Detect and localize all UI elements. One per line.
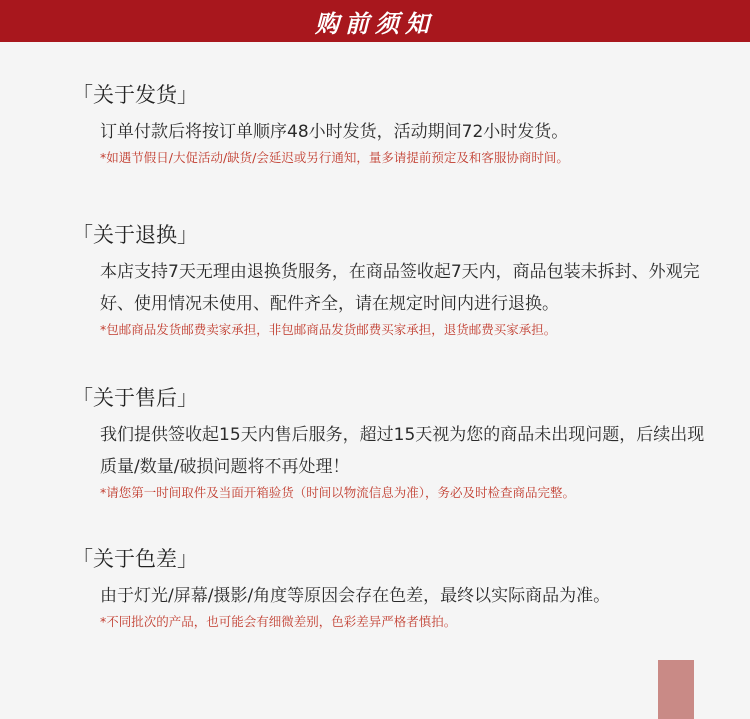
section-note: *包邮商品发货邮费卖家承担，非包邮商品发货邮费买家承担，退货邮费买家承担。: [100, 322, 557, 337]
header-banner: [0, 0, 750, 42]
section-shipping: [72, 82, 712, 168]
section-body: 订单付款后将按订单顺序48小时发货，活动期间72小时发货。: [100, 122, 569, 142]
section-note: *请您第一时间取件及当面开箱验货（时间以物流信息为准），务必及时检查商品完整。: [100, 485, 576, 500]
section-body: 我们提供签收起15天内售后服务，超过15天视为您的商品未出现问题，后续出现质量/数量/破损问题将不再处理！: [100, 425, 705, 477]
section-title: 「关于退换」: [72, 223, 198, 247]
section-title: 「关于发货」: [72, 83, 198, 107]
section-title: 「关于色差」: [72, 547, 198, 571]
section-returns: [72, 222, 712, 340]
decorative-block: [658, 660, 694, 719]
section-title: 「关于售后」: [72, 386, 198, 410]
section-note: *如遇节假日/大促活动/缺货/会延迟或另行通知，量多请提前预定及和客服协商时间。: [100, 150, 569, 165]
page-title: 购前须知: [315, 8, 435, 38]
section-body: 由于灯光/屏幕/摄影/角度等原因会存在色差，最终以实际商品为准。: [100, 586, 611, 606]
section-body: 本店支持7天无理由退换货服务，在商品签收起7天内，商品包装未拆封、外观完好、使用情况未使用、配件齐全，请在规定时间内进行退换。: [100, 262, 700, 314]
section-note: *不同批次的产品，也可能会有细微差别，色彩差异严格者慎拍。: [100, 614, 457, 629]
section-color-difference: [72, 546, 712, 632]
section-after-sales: [72, 385, 712, 503]
